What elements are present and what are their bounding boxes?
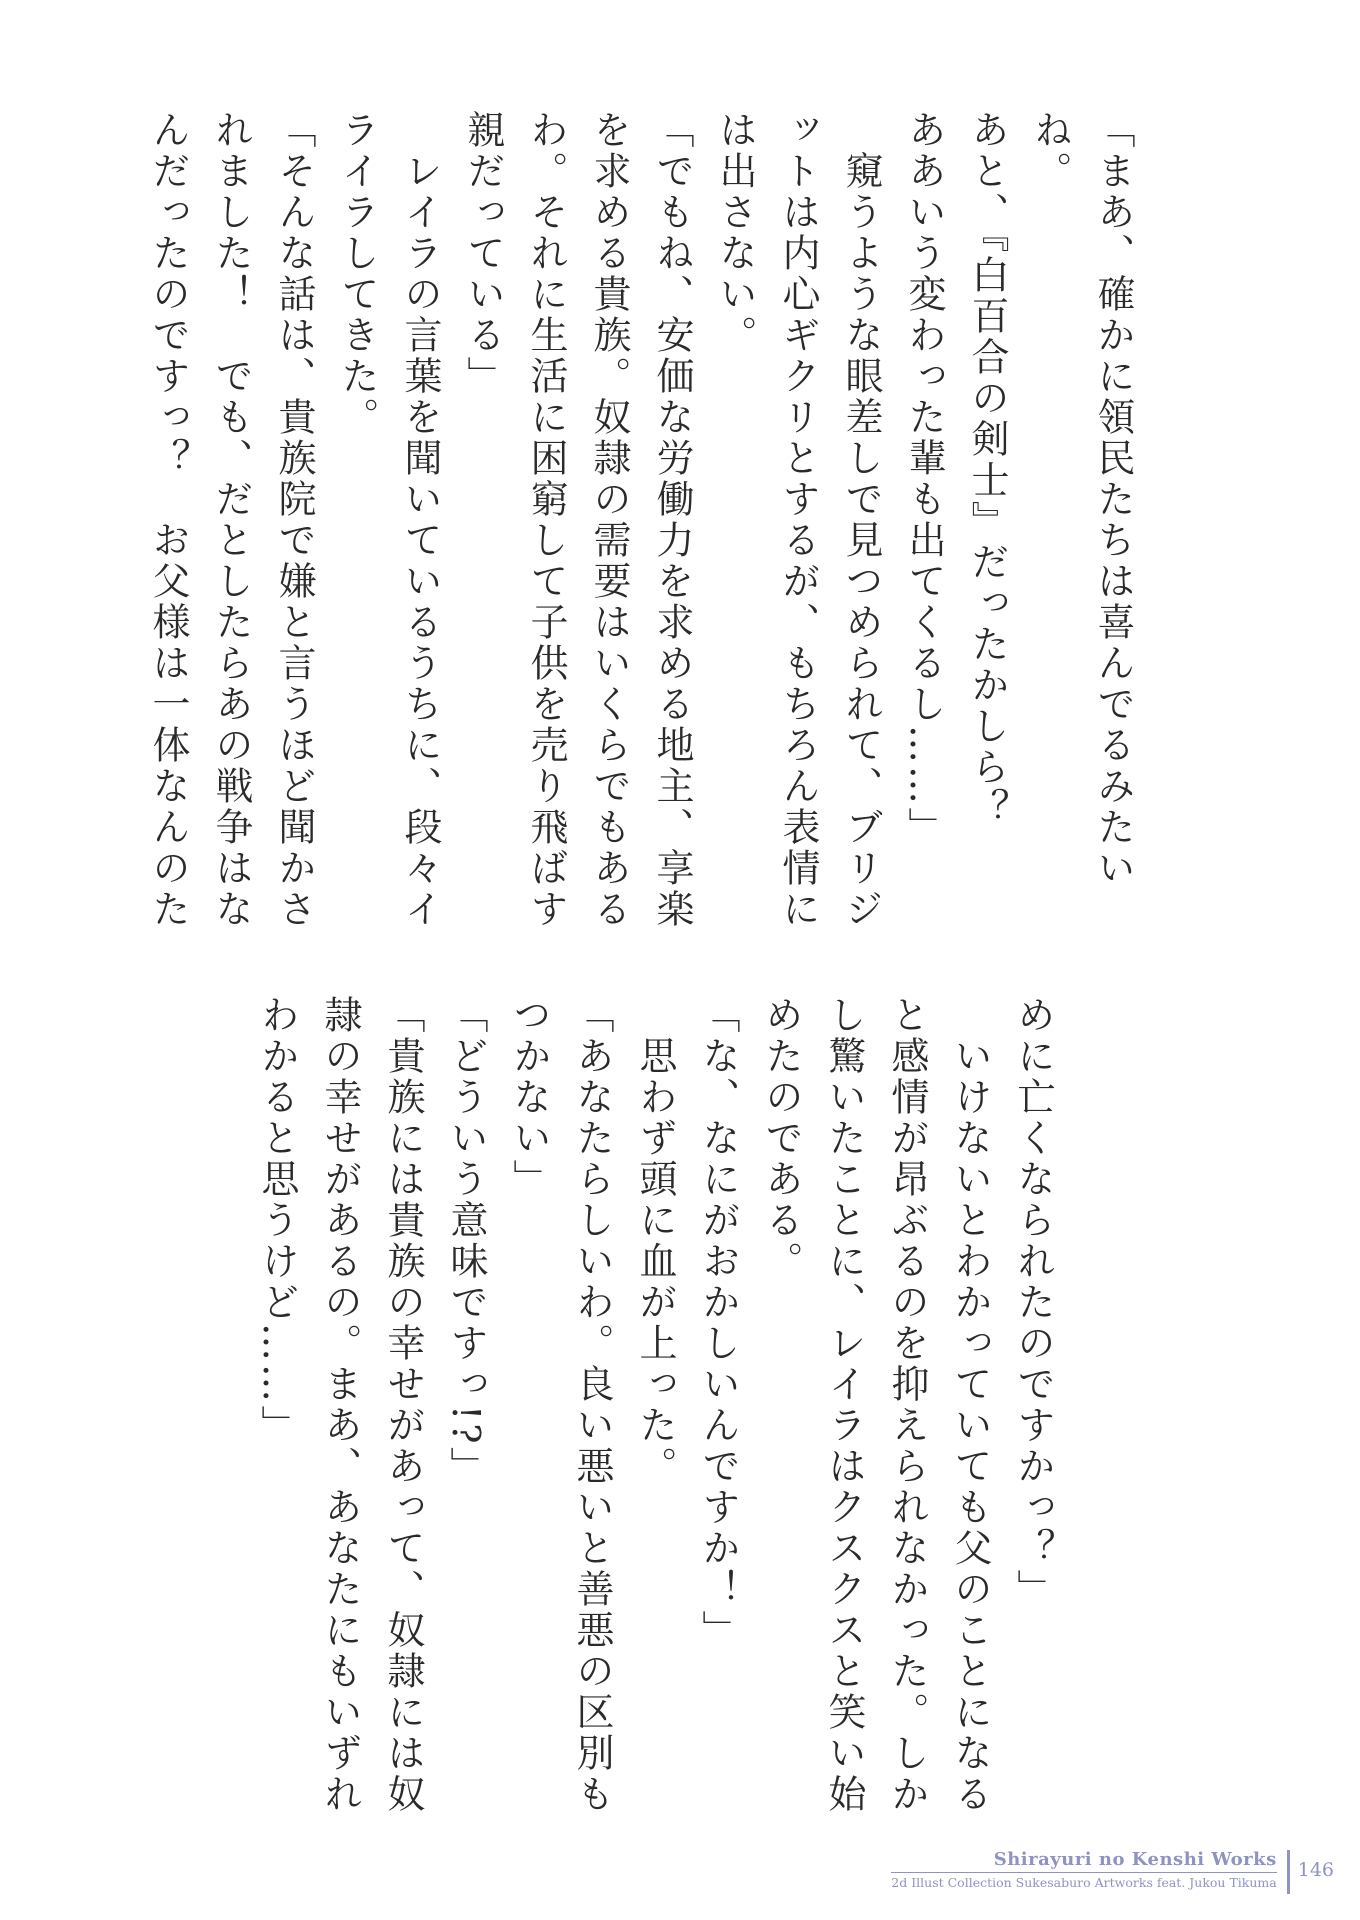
text-line: は出さない。	[713, 110, 757, 356]
text-line: レイラの言葉を聞いているうちに、段々イ	[398, 110, 442, 930]
text-line: ああいう変わった輩も出てくるし……」	[902, 110, 946, 848]
text-line: わ。それに生活に困窮して子供を売り飛ばす	[524, 110, 568, 930]
text-line: ットは内心ギクリとするが、もちろん表情に	[776, 110, 820, 930]
text-line: を求める貴族。奴隷の需要はいくらでもある	[587, 110, 631, 930]
text-line: 「貴族には貴族の幸せがあって、奴隷には奴	[381, 995, 425, 1815]
footer-subtitle: 2d Illust Collection Sukesaburo Artworks feat. Jukou Tikuma	[891, 1872, 1276, 1892]
footer-credits	[891, 1848, 1286, 1892]
text-line: れました！ でも、だとしたらあの戦争はな	[209, 110, 253, 930]
text-line: 「まあ、確かに領民たちは喜んでるみたいね。	[1028, 110, 1135, 889]
text-line: 隷の幸せがあるの。まあ、あなたにもいずれ	[318, 995, 362, 1815]
text-block-top	[136, 110, 1144, 940]
page-number: 146	[1297, 1859, 1334, 1881]
text-line: 窺うような眼差しで見つめられて、ブリジ	[839, 110, 883, 930]
text-line: めたのである。	[759, 995, 803, 1282]
text-line: めに亡くなられたのですかっ？」	[1011, 995, 1055, 1610]
text-line: いけないとわかっていても父のことになる	[948, 995, 992, 1815]
page-footer	[891, 1848, 1334, 1900]
text-line: 思わず頭に血が上った。	[633, 995, 677, 1487]
text-line: と感情が昂ぶるのを抑えられなかった。しか	[885, 995, 929, 1815]
text-line: んだったのですっ？ お父様は一体なんのた	[146, 110, 190, 930]
text-line: わかると思うけど……」	[255, 995, 299, 1446]
text-line: 「でもね、安価な労働力を求める地主、享楽	[650, 110, 694, 930]
text-line: 「あなたらしいわ。良い悪いと善悪の区別も	[570, 995, 614, 1815]
text-line: 「そんな話は、貴族院で嫌と言うほど聞かさ	[272, 110, 316, 930]
text-line: 親だっている」	[461, 110, 505, 397]
text-line: つかない」	[507, 995, 551, 1200]
text-line: 「な、なにがおかしいんですか！」	[696, 995, 740, 1651]
text-line: し驚いたことに、レイラはクスクスと笑い始	[822, 995, 866, 1815]
footer-title: Shirayuri no Kenshi Works	[993, 1849, 1277, 1870]
text-line: ライラしてきた。	[335, 110, 379, 438]
text-line: 「どういう意味ですっ!?」	[444, 995, 488, 1488]
text-block-bottom	[245, 995, 1064, 1825]
text-line: あと、『白百合の剣士』だったかしら？	[965, 110, 1009, 829]
